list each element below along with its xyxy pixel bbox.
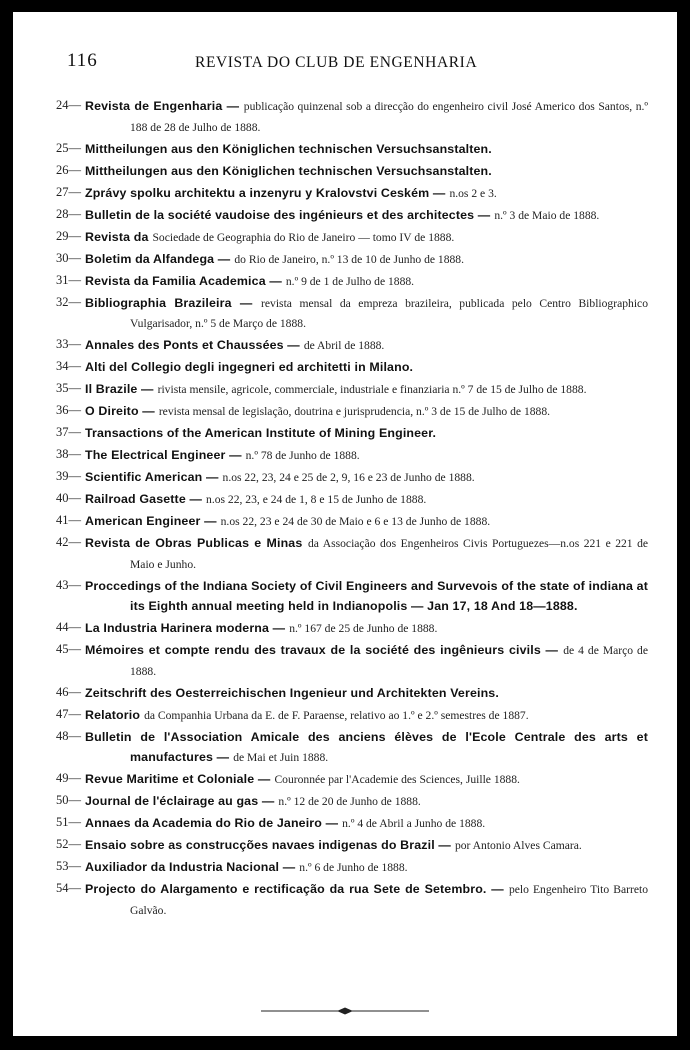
entry-number: 54—: [56, 881, 81, 895]
entry-number: 43—: [56, 577, 81, 592]
entry-text: [85, 271, 648, 292]
entry-text: [85, 205, 648, 226]
entry-title: O Direito —: [85, 404, 155, 418]
entry-number: 35—: [56, 381, 81, 395]
entry-number: 50—: [56, 793, 81, 807]
entry-number: 36—: [56, 403, 81, 417]
page-number: 116: [67, 50, 98, 71]
list-item: [13, 618, 677, 640]
entry-text: [85, 445, 648, 466]
entry-text: [85, 335, 648, 356]
entry-title: Railroad Gasette —: [85, 492, 203, 506]
entry-title: Revista de Engenharia —: [85, 99, 240, 113]
closing-ornament: [261, 1006, 429, 1016]
list-item: [13, 96, 677, 139]
periodicals-list: [13, 96, 677, 922]
entry-detail: n.º 167 de 25 de Junho de 1888.: [289, 622, 438, 635]
entry-number: 45—: [56, 642, 81, 656]
entry-title: Mittheilungen aus den Königlichen technischen Versuchsanstalten.: [85, 163, 492, 178]
entry-detail: revista mensal de legislação, doutrina e jurisprudencia, n.º 3 de 15 de Julho de 1888.: [158, 405, 551, 418]
list-item: [13, 467, 677, 489]
entry-detail: Sociedade de Geographia do Rio de Janeiro — tomo IV de 1888.: [152, 230, 455, 244]
entry-number: 30—: [56, 250, 81, 265]
entry-number: 27—: [56, 184, 81, 199]
entry-number: 47—: [56, 706, 81, 721]
running-title: REVISTA DO CLUB DE ENGENHARIA: [195, 54, 478, 71]
entry-detail: por Antonio Alves Camara.: [454, 839, 582, 852]
entry-text: [85, 769, 648, 790]
entry-number: 41—: [56, 513, 81, 527]
list-item: [13, 813, 677, 835]
entry-text: [85, 683, 648, 704]
entry-title: Annaes da Academia do Rio de Janeiro —: [85, 816, 339, 830]
entry-title: Annales des Ponts et Chaussées —: [85, 338, 300, 352]
page: [13, 12, 677, 1036]
list-item: [13, 249, 677, 271]
entry-detail: da Associação dos Engenheiros Civis Portuguezes—n.os 221 e 221 de Maio e Junho.: [130, 537, 649, 571]
entry-title: Revista da: [85, 229, 149, 244]
entry-detail: n.os 22, 23 e 24 de 30 de Maio e 6 e 13 de Junho de 1888.: [220, 515, 491, 528]
entry-detail: publicação quinzenal sob a direcção do engenheiro civil José Americo dos Santos, n.º 188 de 28 de Julho de 1888.: [130, 100, 648, 134]
entry-title: Journal de l'éclairage au gas —: [85, 794, 275, 808]
list-item: [13, 183, 677, 205]
list-item: [13, 683, 677, 705]
entry-text: [85, 183, 648, 204]
entry-detail: n.os 22, 23, e 24 de 1, 8 e 15 de Junho de 1888.: [206, 493, 427, 506]
entry-text: [85, 533, 648, 574]
entry-number: 32—: [56, 294, 81, 309]
entry-number: 28—: [56, 206, 81, 221]
entry-number: 53—: [56, 859, 81, 873]
entry-title: Boletim da Alfandega —: [85, 251, 231, 266]
entry-text: [85, 161, 648, 182]
list-item: [13, 576, 677, 619]
entry-detail: revista mensal da empreza brazileira, publicada pelo Centro Bibliographico Vulgarisador, n.º 5 de Março de 1888.: [130, 296, 648, 330]
list-item: [13, 705, 677, 727]
entry-text: [85, 227, 648, 248]
entry-number: 25—: [56, 140, 81, 155]
list-item: [13, 205, 677, 227]
page-header: [13, 50, 677, 74]
entry-title: Zeitschrift des Oesterreichischen Ingenieur und Architekten Vereins.: [85, 685, 499, 700]
list-item: [13, 727, 677, 770]
entry-number: 52—: [56, 837, 81, 851]
entry-title: Il Brazile —: [85, 382, 154, 396]
list-item: [13, 335, 677, 357]
entry-text: [85, 379, 648, 400]
entry-text: [85, 293, 648, 334]
entry-number: 46—: [56, 684, 81, 699]
entry-number: 39—: [56, 469, 81, 483]
list-item: [13, 271, 677, 293]
entry-title: Auxiliador da Industria Nacional —: [85, 860, 296, 874]
entry-text: [85, 401, 648, 422]
entry-number: 48—: [56, 728, 81, 743]
entry-text: [85, 791, 648, 812]
entry-text: [85, 467, 648, 488]
entry-detail: n.º 9 de 1 de Julho de 1888.: [285, 274, 415, 288]
entry-title: Revue Maritime et Coloniale —: [85, 772, 271, 786]
list-item: [13, 533, 677, 576]
list-item: [13, 227, 677, 249]
entry-detail: de Abril de 1888.: [303, 339, 385, 352]
entry-detail: Couronnée par l'Academie des Sciences, Juille 1888.: [274, 773, 520, 786]
entry-title: Scientific American —: [85, 470, 219, 484]
entry-title: The Electrical Engineer —: [85, 448, 242, 462]
entry-detail: rivista mensile, agricole, commerciale, industriale e finanziaria n.º 7 de 15 de Julho de 1888.: [157, 383, 587, 396]
entry-number: 51—: [56, 815, 81, 829]
entry-number: 29—: [56, 228, 81, 243]
entry-text: [85, 857, 648, 878]
list-item: [13, 139, 677, 161]
entry-title: Bulletin de l'Association Amicale des anciens élèves de l'Ecole Centrale des arts et manufactures —: [85, 729, 648, 764]
entry-number: 31—: [56, 272, 81, 287]
entry-detail: n.os 2 e 3.: [449, 186, 497, 200]
entry-number: 42—: [56, 535, 81, 549]
list-item: [13, 357, 677, 379]
entry-title: Ensaio sobre as construcções navaes indigenas do Brazil —: [85, 838, 451, 852]
entry-number: 44—: [56, 620, 81, 634]
entry-text: [85, 705, 648, 726]
entry-detail: pelo Engenheiro Tito Barreto Galvão.: [130, 883, 648, 917]
entry-title: Transactions of the American Institute of Mining Engineer.: [85, 426, 437, 440]
entry-detail: n.º 3 de Maio de 1888.: [494, 208, 600, 222]
entry-text: [85, 879, 648, 920]
entry-detail: n.º 78 de Junho de 1888.: [245, 449, 360, 462]
entry-number: 38—: [56, 447, 81, 461]
entry-text: [85, 727, 648, 768]
entry-text: [85, 357, 648, 378]
entry-text: [85, 511, 648, 532]
entry-text: [85, 835, 648, 856]
entry-text: [85, 249, 648, 270]
entry-number: 40—: [56, 491, 81, 505]
list-item: [13, 769, 677, 791]
list-item: [13, 879, 677, 922]
entry-detail: da Companhia Urbana da E. de F. Paraense, relativo ao 1.º e 2.º semestres de 1887.: [144, 708, 529, 722]
list-item: [13, 293, 677, 336]
entry-detail: de 4 de Março de 1888.: [130, 644, 648, 678]
entry-detail: n.os 22, 23, 24 e 25 de 2, 9, 16 e 23 de Junho de 1888.: [222, 471, 475, 484]
entry-title: La Industria Harinera moderna —: [85, 621, 286, 635]
list-item: [13, 161, 677, 183]
entry-text: [85, 489, 648, 510]
entry-title: Alti del Collegio degli ingegneri ed architetti in Milano.: [85, 360, 414, 374]
list-item: [13, 379, 677, 401]
list-item: [13, 640, 677, 683]
entry-number: 24—: [56, 98, 81, 112]
entry-text: [85, 96, 648, 137]
entry-title: Projecto do Alargamento e rectificação da rua Sete de Setembro. —: [85, 882, 504, 896]
entry-detail: do Rio de Janeiro, n.º 13 de 10 de Junho de 1888.: [234, 252, 464, 266]
entry-title: Bulletin de la société vaudoise des ingénieurs et des architectes —: [85, 207, 491, 222]
entry-title: Zprávy spolku architektu a inzenyru y Kralovstvi Ceském —: [85, 185, 446, 200]
entry-text: [85, 576, 648, 617]
entry-number: 49—: [56, 771, 81, 785]
entry-text: [85, 618, 648, 639]
entry-text: [85, 813, 648, 834]
list-item: [13, 423, 677, 445]
entry-title: Revista de Obras Publicas e Minas: [85, 536, 303, 550]
entry-detail: de Mai et Juin 1888.: [233, 751, 329, 764]
entry-detail: n.º 12 de 20 de Junho de 1888.: [278, 795, 421, 808]
list-item: [13, 857, 677, 879]
entry-title: American Engineer —: [85, 514, 217, 528]
entry-number: 26—: [56, 162, 81, 177]
entry-title: Bibliographia Brazileira —: [85, 295, 253, 310]
entry-title: Revista da Familia Academica —: [85, 273, 282, 288]
entry-number: 33—: [56, 337, 81, 351]
entry-number: 37—: [56, 425, 81, 439]
entry-detail: n.º 6 de Junho de 1888.: [299, 861, 408, 874]
entry-text: [85, 139, 648, 160]
list-item: [13, 791, 677, 813]
entry-title: Proccedings of the Indiana Society of Civil Engineers and Survevois of the state of indiana at its Eighth annual meeting held in Indianopolis — Jan 17, 18 And 18—1888.: [85, 578, 648, 613]
entry-title: Mémoires et compte rendu des travaux de la société des ingênieurs civils —: [85, 643, 559, 657]
entry-title: Mittheilungen aus den Königlichen technischen Versuchsanstalten.: [85, 141, 492, 156]
entry-title: Relatorio: [85, 707, 141, 722]
list-item: [13, 401, 677, 423]
list-item: [13, 835, 677, 857]
entry-detail: n.º 4 de Abril a Junho de 1888.: [342, 817, 486, 830]
entry-number: 34—: [56, 359, 81, 373]
list-item: [13, 489, 677, 511]
list-item: [13, 511, 677, 533]
list-item: [13, 445, 677, 467]
entry-text: [85, 423, 648, 444]
entry-text: [85, 640, 648, 681]
